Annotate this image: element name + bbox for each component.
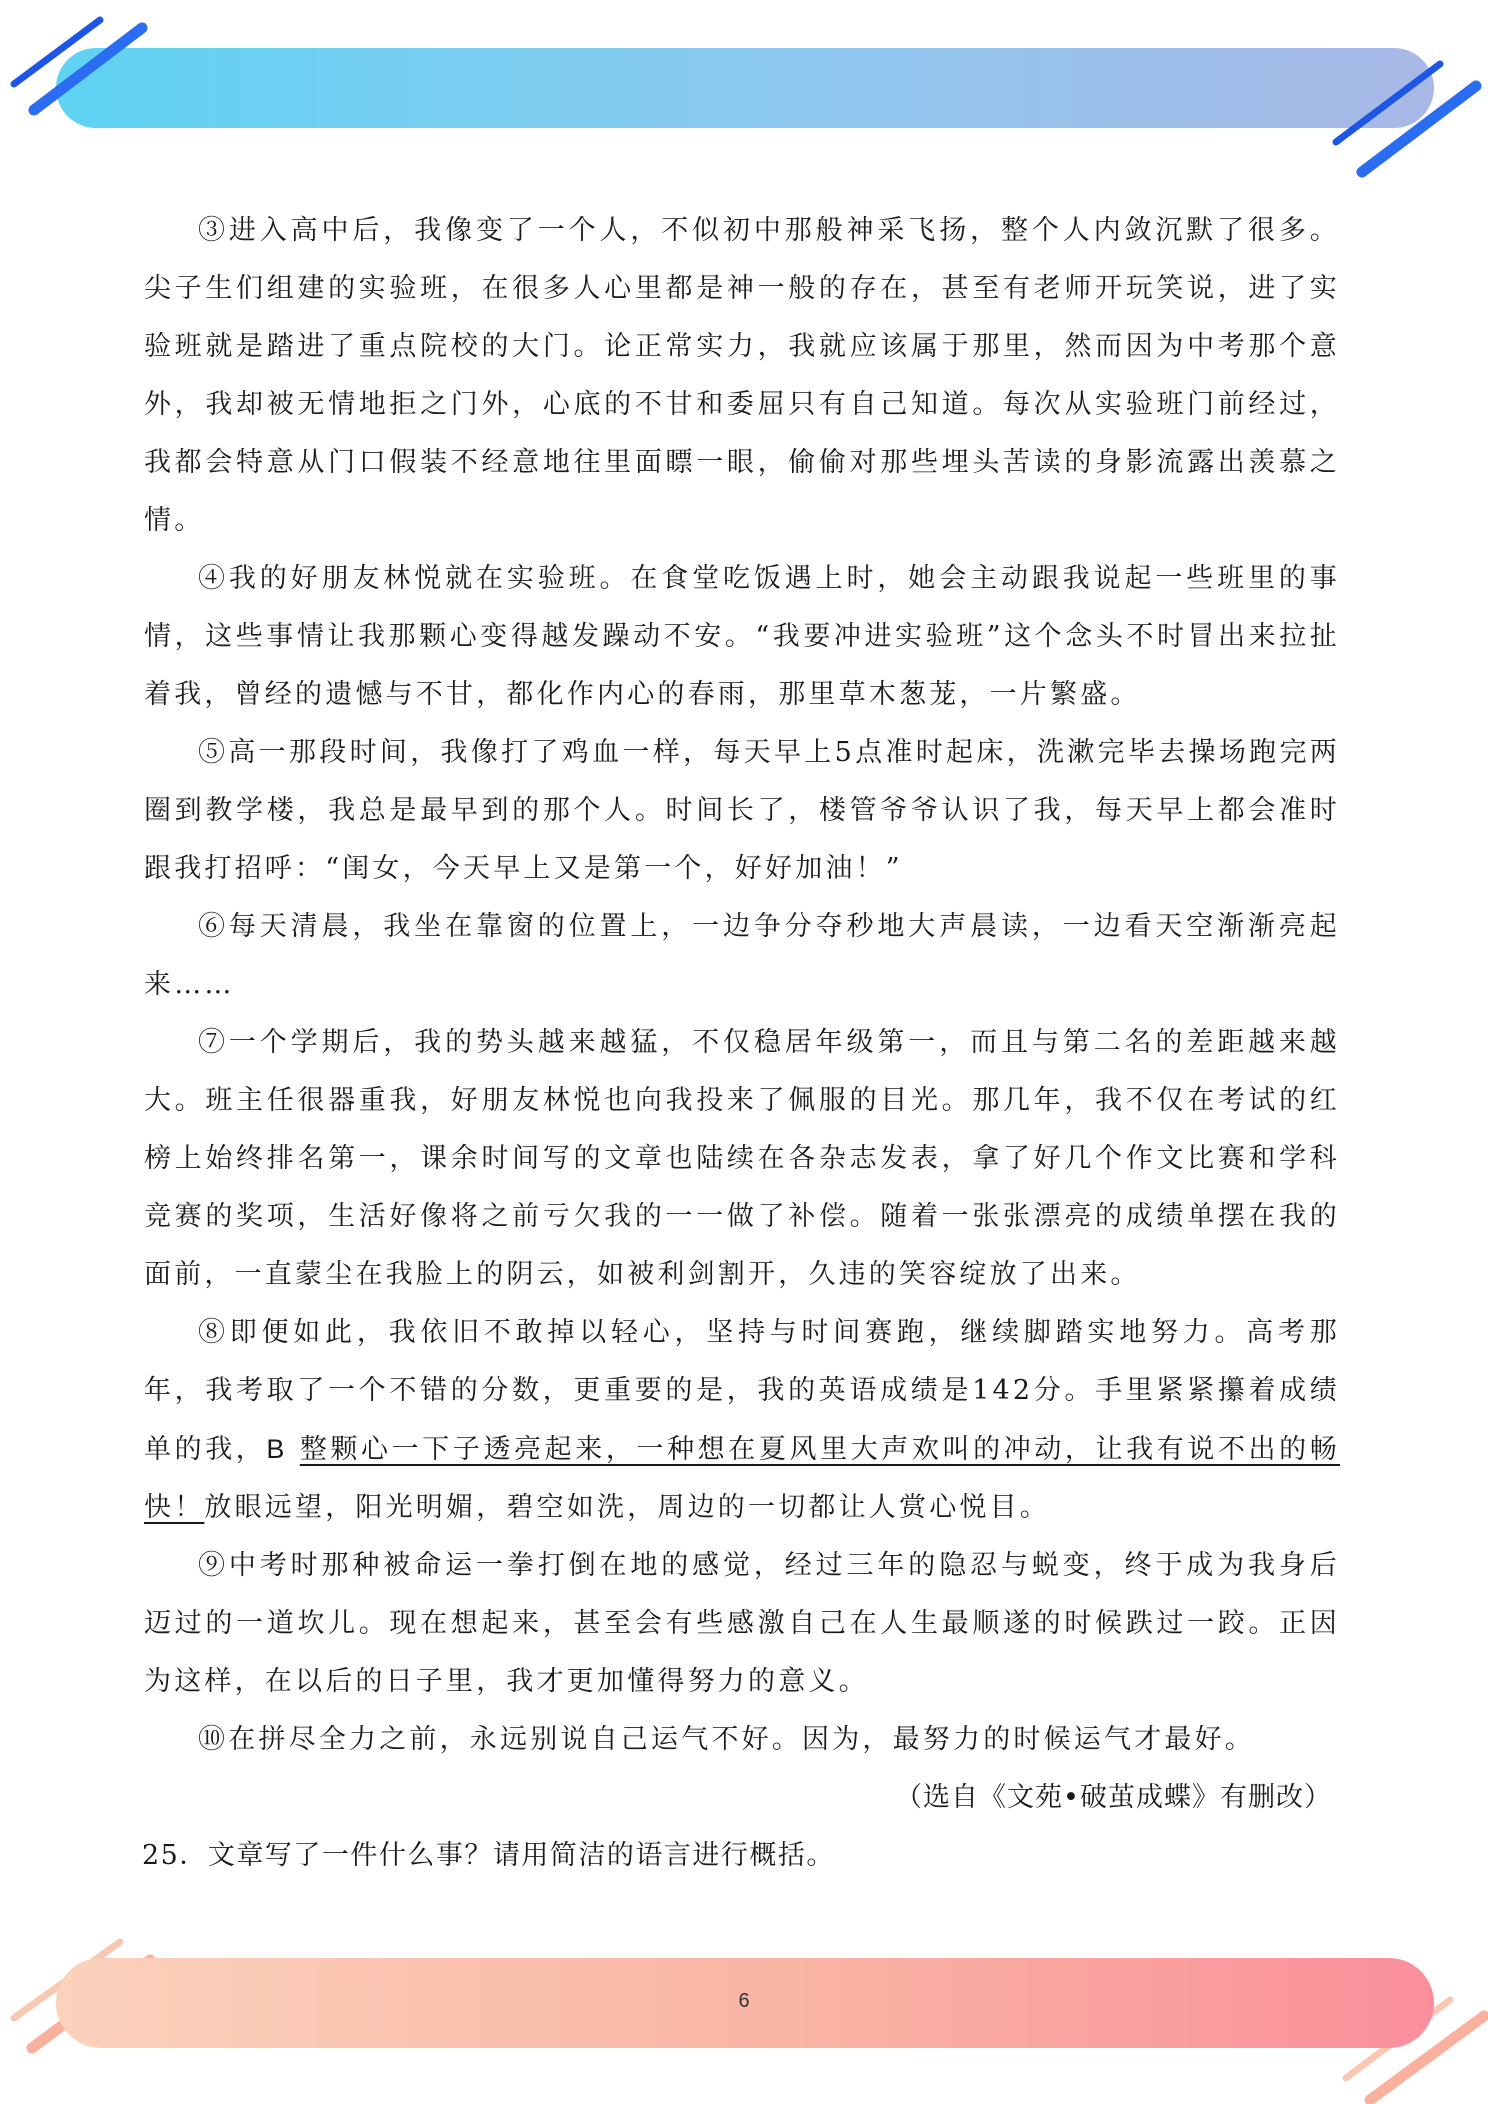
paragraph-8 [144,1304,1340,1537]
paragraph-8-lead: ⑧即便如此，我依旧不敢掉以轻心，坚持与时间赛跑，继续脚踏实地努力。高考那年，我考取了一个不错的分数，更重要的是，我的英语成绩是142分。手里紧紧攥着成绩单的我， [144,1317,1340,1465]
paragraph-4: ④我的好朋友林悦就在实验班。在食堂吃饭遇上时，她会主动跟我说起一些班里的事情，这些事情让我那颗心变得越发躁动不安。“我要冲进实验班”这个念头不时冒出来拉扯着我，曾经的遗憾与不甘，都化作内心的春雨，那里草木葱茏，一片繁盛。 [144,563,1340,710]
underlined-sentence: 整颗心一下子透亮起来，一种想在夏风里大声欢叫的冲动，让我有说不出的畅快！ [144,1434,1340,1523]
marker-b: B [266,1434,288,1464]
source-citation: （选自《文苑•破茧成蝶》有删改） [895,1782,1332,1813]
paragraph-9: ⑨中考时那种被命运一拳打倒在地的感觉，经过三年的隐忍与蜕变，终于成为我身后迈过的一道坎儿。现在想起来，甚至会有些感激自己在人生最顺遂的时候跌过一跤。正因为这样，在以后的日子里，我才更加懂得努力的意义。 [144,1550,1340,1697]
paragraph-7: ⑦一个学期后，我的势头越来越猛，不仅稳居年级第一，而且与第二名的差距越来越大。班主任很器重我，好朋友林悦也向我投来了佩服的目光。那几年，我不仅在考试的红榜上始终排名第一，课余时间写的文章也陆续在各杂志发表，拿了好几个作文比赛和学科竞赛的奖项，生活好像将之前亏欠我的一一做了补偿。随着一张张漂亮的成绩单摆在我的面前，一直蒙尘在我脸上的阴云，如被利剑割开，久违的笑容绽放了出来。 [144,1027,1340,1290]
paragraph-6: ⑥每天清晨，我坐在靠窗的位置上，一边争分夺秒地大声晨读，一边看天空渐渐亮起来…… [144,911,1340,1000]
question-25: 25．文章写了一件什么事？请用简洁的语言进行概括。 [142,1840,835,1871]
paragraph-8-tail: 放眼远望，阳光明媚，碧空如洗，周边的一切都让人赏心悦目。 [204,1492,1051,1523]
paragraph-5: ⑤高一那段时间，我像打了鸡血一样，每天早上5点准时起床，洗漱完毕去操场跑完两圈到教学楼，我总是最早到的那个人。时间长了，楼管爷爷认识了我，每天早上都会准时跟我打招呼：“闺女，今天早上又是第一个，好好加油！” [144,737,1340,884]
article-body [144,202,1340,1885]
page-number: 6 [738,1990,750,2012]
paragraph-10: ⑩在拼尽全力之前，永远别说自己运气不好。因为，最努力的时候运气才最好。 [198,1724,1255,1755]
paragraph-3: ③进入高中后，我像变了一个人，不似初中那般神采飞扬，整个人内敛沉默了很多。尖子生们组建的实验班，在很多人心里都是神一般的存在，甚至有老师开玩笑说，进了实验班就是踏进了重点院校的大门。论正常实力，我就应该属于那里，然而因为中考那个意外，我却被无情地拒之门外，心底的不甘和委屈只有自己知道。每次从实验班门前经过，我都会特意从门口假装不经意地往里面瞟一眼，偷偷对那些埋头苦读的身影流露出羡慕之情。 [144,215,1340,536]
